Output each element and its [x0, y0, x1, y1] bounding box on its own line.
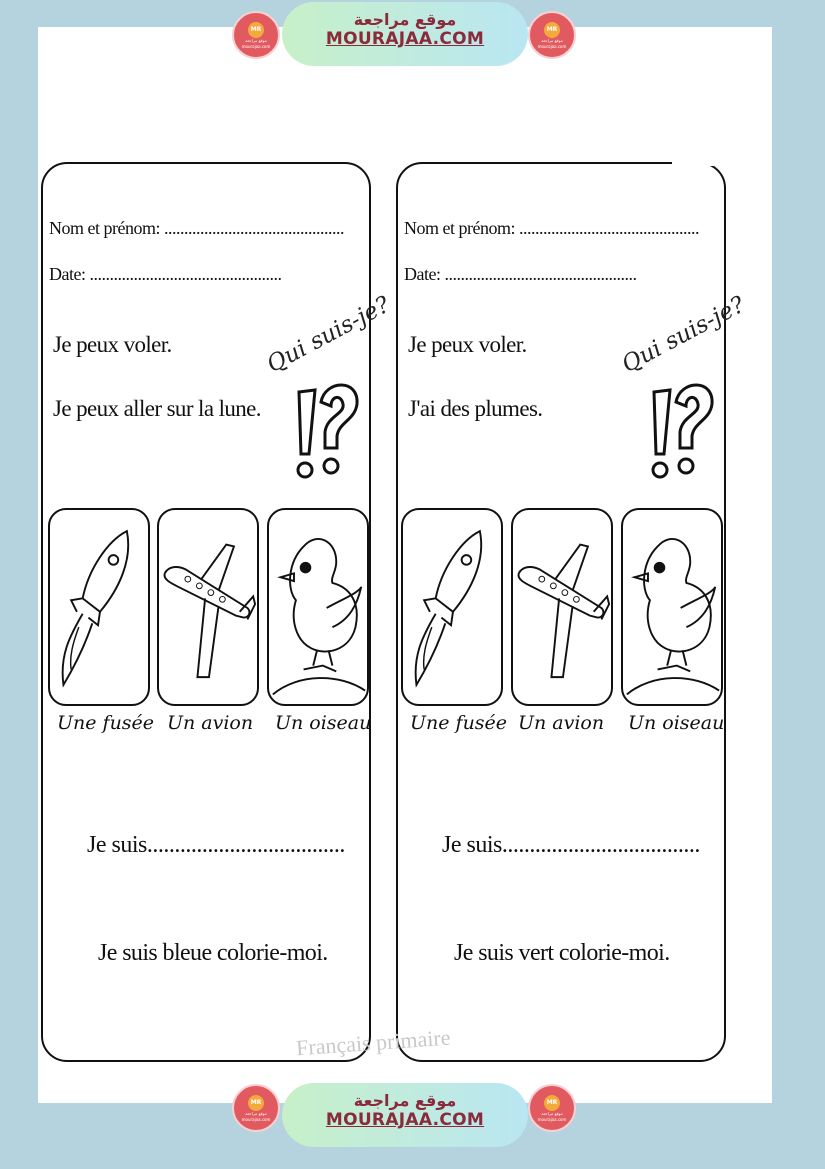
- bird-icon: [623, 510, 721, 704]
- logo-mark: MR: [544, 1095, 560, 1111]
- logo-text: موقع مراجعة mourajaa.com: [537, 38, 567, 49]
- banner-arabic-title: موقع مراجعة: [353, 10, 457, 29]
- caption-airplane: Un avion: [518, 712, 605, 734]
- site-logo-left-top[interactable]: [232, 11, 280, 59]
- caption-rocket: Une fusée: [57, 712, 155, 734]
- logo-mark: MR: [248, 1095, 264, 1111]
- airplane-icon: [513, 510, 611, 704]
- site-banner-bottom[interactable]: [282, 1083, 528, 1147]
- qui-suis-je-title: Qui suis-je?: [617, 291, 750, 378]
- caption-rocket: Une fusée: [410, 712, 508, 734]
- clue-line-2: Je peux aller sur la lune.: [53, 396, 261, 421]
- logo-text: موقع مراجعة mourajaa.com: [241, 38, 271, 49]
- caption-bird: Un oiseau: [628, 712, 725, 734]
- bird-icon: [269, 510, 367, 704]
- airplane-icon: [159, 510, 257, 704]
- rocket-icon: [50, 510, 148, 704]
- rocket-icon: [403, 510, 501, 704]
- clue-line-2: J'ai des plumes.: [408, 396, 543, 421]
- banner-site-link[interactable]: MOURAJAA.COM: [325, 29, 485, 49]
- logo-mark: MR: [248, 22, 264, 38]
- site-logo-left-bottom[interactable]: [232, 1084, 280, 1132]
- answer-line[interactable]: Je suis....................................: [442, 832, 700, 858]
- airplane-picture[interactable]: [157, 508, 259, 706]
- airplane-picture[interactable]: [511, 508, 613, 706]
- site-banner-top[interactable]: [282, 2, 528, 66]
- clue-line-1: Je peux voler.: [53, 332, 172, 357]
- coloring-instruction: Je suis vert colorie-moi.: [454, 940, 670, 966]
- worksheet-card-right: [396, 162, 750, 1062]
- logo-mark: MR: [544, 22, 560, 38]
- name-field[interactable]: Nom et prénom: .............................................: [404, 218, 699, 238]
- site-logo-right-bottom[interactable]: [528, 1084, 576, 1132]
- coloring-instruction: Je suis bleue colorie-moi.: [98, 940, 328, 966]
- exclamation-question-icon: [285, 374, 365, 494]
- bird-picture[interactable]: [267, 508, 369, 706]
- banner-site-link[interactable]: MOURAJAA.COM: [325, 1110, 485, 1130]
- banner-arabic-title: موقع مراجعة: [353, 1091, 457, 1110]
- rocket-picture[interactable]: [48, 508, 150, 706]
- date-field[interactable]: Date: ................................................: [404, 264, 637, 284]
- rocket-picture[interactable]: [401, 508, 503, 706]
- card-border-gap: [672, 158, 732, 166]
- answer-line[interactable]: Je suis....................................: [87, 832, 345, 858]
- bird-picture[interactable]: [621, 508, 723, 706]
- exclamation-question-icon: [640, 374, 720, 494]
- clue-line-1: Je peux voler.: [408, 332, 527, 357]
- watermark-text: Français primaire: [295, 1024, 452, 1061]
- caption-bird: Un oiseau: [275, 712, 372, 734]
- caption-airplane: Un avion: [167, 712, 254, 734]
- qui-suis-je-title: Qui suis-je?: [262, 291, 395, 378]
- logo-text: موقع مراجعة mourajaa.com: [537, 1111, 567, 1122]
- date-field[interactable]: Date: ................................................: [49, 264, 282, 284]
- logo-text: موقع مراجعة mourajaa.com: [241, 1111, 271, 1122]
- site-logo-right-top[interactable]: [528, 11, 576, 59]
- name-field[interactable]: Nom et prénom: .............................................: [49, 218, 344, 238]
